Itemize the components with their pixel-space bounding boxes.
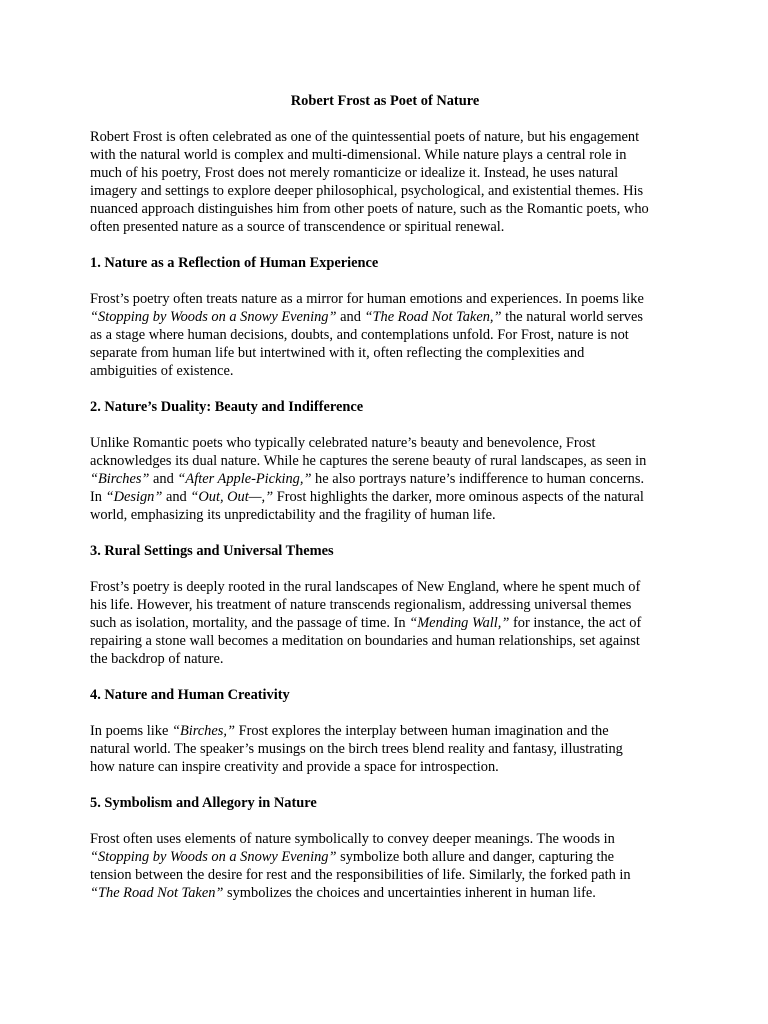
section-paragraph-3 <box>90 578 680 668</box>
text-line: as a stage where human decisions, doubts, and contemplations unfold. For Frost, nature is not <box>90 327 629 343</box>
text-line: much of his poetry, Frost does not merely romanticize or idealize it. Instead, he uses natural <box>90 165 619 181</box>
text-line: with the natural world is complex and multi-dimensional. While nature plays a central role in <box>90 147 627 163</box>
poem-title: “Birches” <box>90 471 150 487</box>
poem-title: “Stopping by Woods on a Snowy Evening” <box>90 849 337 865</box>
poem-title: “Stopping by Woods on a Snowy Evening” <box>90 309 337 325</box>
text-line: often presented nature as a source of transcendence or spiritual renewal. <box>90 219 505 235</box>
text-line: “Stopping by Woods on a Snowy Evening” and “The Road Not Taken,” the natural world serves <box>90 309 643 325</box>
poem-title: “Mending Wall,” <box>409 615 510 631</box>
section-heading-2: 2. Nature’s Duality: Beauty and Indifference <box>90 399 364 415</box>
poem-title: “Birches,” <box>171 723 235 739</box>
poem-title: “The Road Not Taken,” <box>364 309 502 325</box>
text-line: separate from human life but intertwined with it, often reflecting the complexities and <box>90 345 585 361</box>
text-line: Unlike Romantic poets who typically celebrated nature’s beauty and benevolence, Frost <box>90 435 596 451</box>
text-line: repairing a stone wall becomes a meditation on boundaries and human relationships, set against <box>90 633 640 649</box>
text-line: world, emphasizing its unpredictability and the fragility of human life. <box>90 507 496 523</box>
document-page <box>90 92 680 920</box>
section-paragraph-1 <box>90 290 680 380</box>
text-line: the backdrop of nature. <box>90 651 224 667</box>
text-line: In poems like “Birches,” Frost explores the interplay between human imagination and the <box>90 723 609 739</box>
section-paragraph-4 <box>90 722 680 776</box>
page-title: Robert Frost as Poet of Nature <box>290 93 480 109</box>
poem-title: “The Road Not Taken” <box>90 885 224 901</box>
intro-paragraph <box>90 128 680 236</box>
text-line: acknowledges its dual nature. While he captures the serene beauty of rural landscapes, as seen in <box>90 453 647 469</box>
text-line: imagery and settings to explore deeper philosophical, psychological, and existential themes. His <box>90 183 644 199</box>
text-line: such as isolation, mortality, and the passage of time. In “Mending Wall,” for instance, the act of <box>90 615 642 631</box>
section-heading-3: 3. Rural Settings and Universal Themes <box>90 543 334 559</box>
text-line: “The Road Not Taken” symbolizes the choices and uncertainties inherent in human life. <box>90 885 596 901</box>
text-line: Robert Frost is often celebrated as one of the quintessential poets of nature, but his engagement <box>90 129 640 145</box>
text-line: his life. However, his treatment of nature transcends regionalism, addressing universal themes <box>90 597 632 613</box>
text-line: how nature can inspire creativity and provide a space for introspection. <box>90 759 499 775</box>
text-line: natural world. The speaker’s musings on the birch trees blend reality and fantasy, illustrating <box>90 741 623 757</box>
poem-title: “Design” <box>105 489 163 505</box>
text-line: “Birches” and “After Apple-Picking,” he also portrays nature’s indifference to human concerns. <box>90 471 645 487</box>
text-line: tension between the desire for rest and the responsibilities of life. Similarly, the forked path in <box>90 867 631 883</box>
text-line: ambiguities of existence. <box>90 363 234 379</box>
section-paragraph-5 <box>90 830 680 902</box>
text-line: Frost’s poetry often treats nature as a mirror for human emotions and experiences. In poems like <box>90 291 644 307</box>
section-heading-5: 5. Symbolism and Allegory in Nature <box>90 795 317 811</box>
section-paragraph-2 <box>90 434 680 524</box>
text-line: Frost often uses elements of nature symbolically to convey deeper meanings. The woods in <box>90 831 615 847</box>
section-heading-4: 4. Nature and Human Creativity <box>90 687 290 703</box>
poem-title: “Out, Out—,” <box>190 489 274 505</box>
poem-title: “After Apple-Picking,” <box>177 471 312 487</box>
section-heading-1: 1. Nature as a Reflection of Human Experience <box>90 255 379 271</box>
text-line: Frost’s poetry is deeply rooted in the rural landscapes of New England, where he spent much of <box>90 579 641 595</box>
text-line: “Stopping by Woods on a Snowy Evening” symbolize both allure and danger, capturing the <box>90 849 615 865</box>
text-line: nuanced approach distinguishes him from other poets of nature, such as the Romantic poets, who <box>90 201 649 217</box>
text-line: In “Design” and “Out, Out—,” Frost highlights the darker, more ominous aspects of the natural <box>90 489 644 505</box>
